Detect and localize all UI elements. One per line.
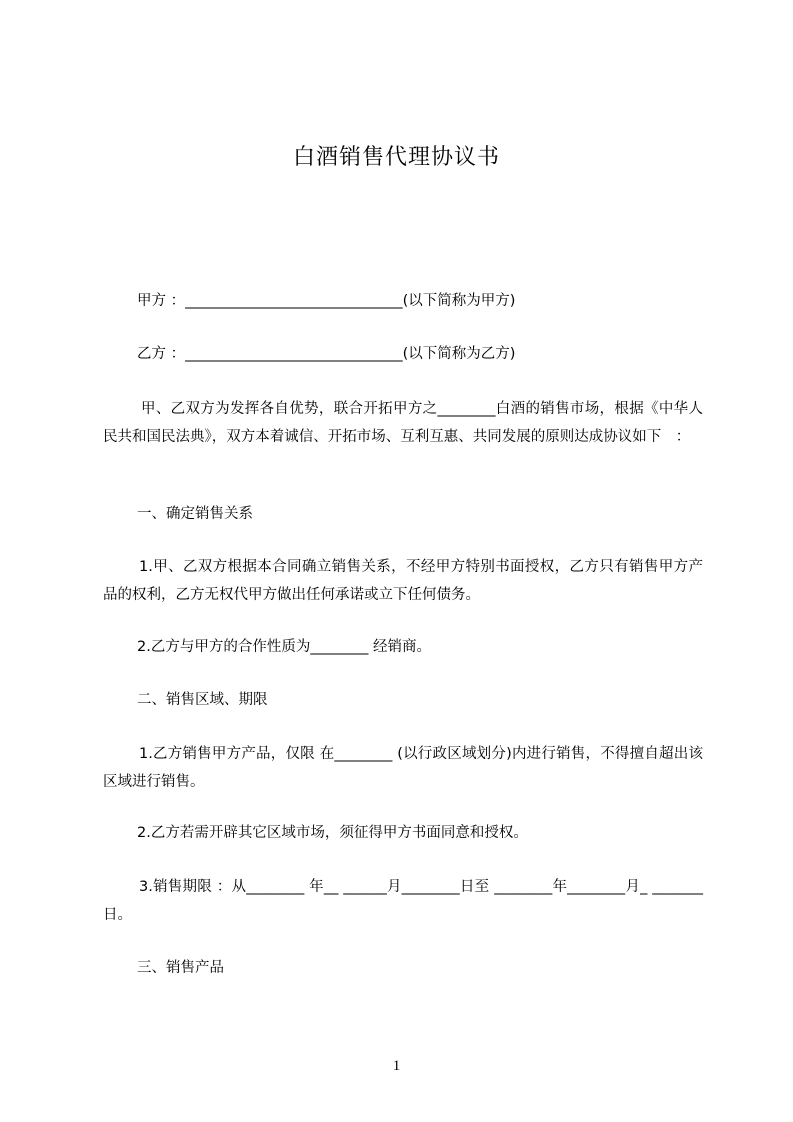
preamble-paragraph: 甲、乙双方为发挥各自优势，联合开拓甲方之________白酒的销售市场，根据《中华人民共和国民法典》，双方本着诚信、开拓市场、互利互惠、共同发展的原则达成协议如下 ： [103, 401, 703, 445]
section-2-heading: 二、销售区域、期限 [137, 692, 268, 708]
page-number: 1 [392, 1058, 401, 1074]
section-2-item-3: 3.销售期限 ：从________ 年__ ______月________日至 ________年________月_ _______日。 [103, 879, 703, 923]
document-title: 白酒销售代理协议书 [292, 145, 500, 170]
section-1-heading: 一、确定销售关系 [137, 506, 253, 522]
section-3-heading: 三、销售产品 [137, 960, 224, 976]
section-1-item-2: 2.乙方与甲方的合作性质为________ 经销商。 [137, 639, 431, 655]
section-2-item-2: 2.乙方若需开辟其它区域市场，须征得甲方书面同意和授权。 [137, 825, 528, 841]
party-a-line: 甲方 ：______________________________(以下简称为甲方) [137, 293, 516, 309]
section-1-item-1: 1.甲、乙双方根据本合同确立销售关系，不经甲方特别书面授权，乙方只有销售甲方产品的权利，乙方无权代甲方做出任何承诺或立下任何债务。 [103, 559, 703, 603]
party-b-line: 乙方 ：______________________________(以下简称为乙方) [137, 346, 516, 362]
section-2-item-1: 1.乙方销售甲方产品，仅限 在________ (以行政区域划分)内进行销售，不得擅自超出该区域进行销售。 [103, 746, 703, 790]
